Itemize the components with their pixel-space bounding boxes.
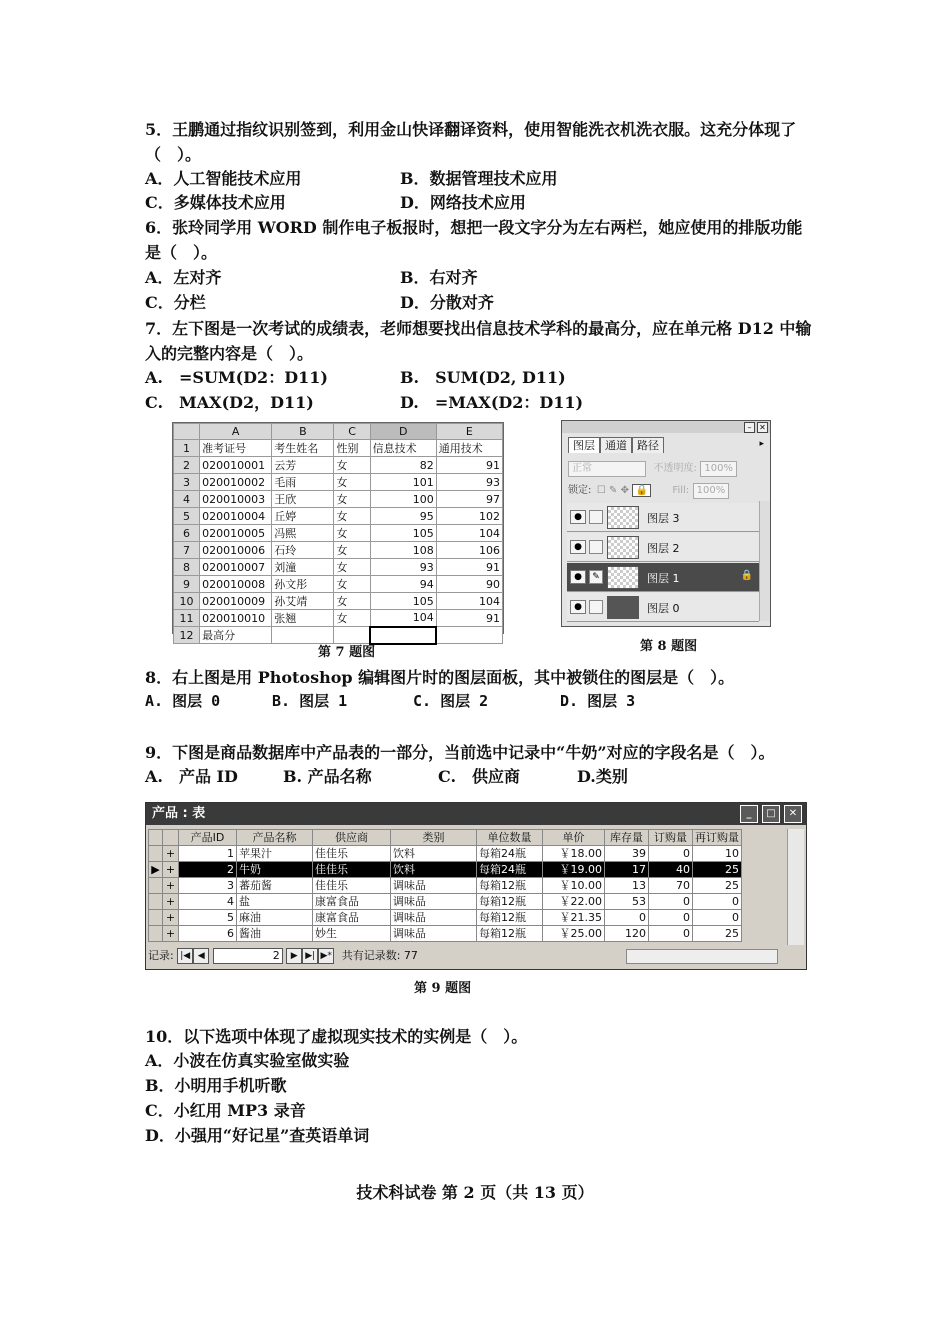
col-header-a[interactable]: A [200, 424, 272, 440]
cell[interactable]: 70 [649, 878, 693, 894]
cell[interactable]: 张翘 [272, 610, 334, 627]
cell[interactable] [436, 627, 502, 644]
q7-option-d: D. =MAX(D2：D11) [400, 393, 584, 412]
q6-option-b: B．右对齐 [400, 268, 478, 287]
layer-thumbnail [607, 536, 639, 559]
panel-tabs [568, 437, 664, 453]
cell[interactable]: 蕃茄酱 [237, 878, 313, 894]
q10-option-b: B．小明用手机听歌 [145, 1076, 287, 1095]
cell[interactable]: 3 [179, 878, 237, 894]
cell[interactable]: 0 [649, 926, 693, 942]
panel-scrollbar[interactable] [759, 501, 770, 621]
cell[interactable]: 106 [436, 542, 502, 559]
link-slot[interactable] [589, 600, 603, 614]
cell[interactable]: 妙生 [313, 926, 391, 942]
question-10-stem: 10．以下选项中体现了虚拟现实技术的实例是（ ）。 [145, 1027, 528, 1046]
cell[interactable]: 每箱12瓶 [477, 926, 543, 942]
cell[interactable]: 25 [693, 878, 742, 894]
field-header[interactable]: 单价 [543, 830, 605, 846]
cell[interactable]: 康富食品 [313, 894, 391, 910]
col-header-d[interactable]: D [370, 424, 436, 440]
q5-option-b: B．数据管理技术应用 [400, 169, 558, 188]
cell[interactable]: 102 [436, 508, 502, 525]
tab-paths[interactable]: 路径 [632, 437, 664, 453]
cell[interactable]: 25 [693, 926, 742, 942]
cell[interactable]: 120 [605, 926, 649, 942]
lock-row [568, 481, 764, 497]
cell[interactable]: 6 [179, 926, 237, 942]
corner-cell[interactable] [174, 424, 200, 440]
cell[interactable]: 女 [334, 491, 370, 508]
cell[interactable]: 101 [370, 474, 436, 491]
page-footer: 技术科试卷 第 2 页（共 13 页） [356, 1183, 594, 1202]
header-cell[interactable]: 准考证号 [200, 440, 272, 457]
select-all-cell[interactable] [149, 830, 163, 846]
cell[interactable]: 女 [334, 610, 370, 627]
prev-record-icon[interactable]: ◀ [193, 948, 209, 964]
cell[interactable]: 91 [436, 457, 502, 474]
cell[interactable]: 5 [179, 910, 237, 926]
cell[interactable]: 佳佳乐 [313, 878, 391, 894]
expand-icon[interactable]: + [163, 926, 179, 942]
layer-name: 图层 0 [647, 602, 680, 615]
eye-icon[interactable]: ● [570, 570, 586, 584]
cell[interactable]: 毛雨 [272, 474, 334, 491]
selected-table-row[interactable] [149, 862, 742, 878]
record-count: 共有记录数: 77 [341, 949, 418, 962]
lock-icon: 🔒 [740, 570, 753, 581]
q9-option-b: B. 产品名称 [283, 767, 372, 786]
cell[interactable]: ￥10.00 [543, 878, 605, 894]
expand-icon[interactable]: + [163, 846, 179, 862]
header-cell[interactable]: 通用技术 [436, 440, 502, 457]
cell[interactable]: 0 [649, 910, 693, 926]
row-number[interactable]: 12 [174, 627, 200, 644]
record-selector[interactable] [149, 894, 163, 910]
table-row[interactable] [149, 926, 742, 942]
expand-header [163, 830, 179, 846]
record-selector[interactable] [149, 926, 163, 942]
cell[interactable]: 0 [693, 894, 742, 910]
q10-option-d: D．小强用“好记星”查英语单词 [145, 1126, 370, 1145]
cell[interactable]: ￥22.00 [543, 894, 605, 910]
cell[interactable]: 020010004 [200, 508, 272, 525]
field-header[interactable]: 库存量 [605, 830, 649, 846]
layer-row-3[interactable] [567, 503, 759, 532]
q5-option-d: D．网络技术应用 [400, 193, 526, 212]
cell[interactable]: 石玲 [272, 542, 334, 559]
row-number[interactable]: 1 [174, 440, 200, 457]
col-header-c[interactable]: C [334, 424, 370, 440]
current-record-field[interactable]: 2 [213, 948, 283, 964]
cell[interactable]: ￥21.35 [543, 910, 605, 926]
expand-icon[interactable]: + [163, 910, 179, 926]
cell[interactable]: 4 [179, 894, 237, 910]
expand-icon[interactable]: + [163, 878, 179, 894]
cell[interactable]: 牛奶 [237, 862, 313, 878]
q9-option-c: C. 供应商 [438, 767, 521, 786]
q6-option-c: C．分栏 [145, 293, 206, 312]
cell[interactable]: 97 [436, 491, 502, 508]
cell[interactable]: 020010007 [200, 559, 272, 576]
header-cell[interactable]: 考生姓名 [272, 440, 334, 457]
record-selector[interactable] [149, 910, 163, 926]
cell[interactable]: 调味品 [391, 878, 477, 894]
question-5-stem: 5．王鹏通过指纹识别签到，利用金山快译翻译资料，使用智能洗衣机洗衣服。这充分体现了（ ）。 [145, 120, 797, 164]
cell[interactable]: 91 [436, 559, 502, 576]
table-row[interactable] [149, 878, 742, 894]
q7-option-b: B. SUM(D2, D11) [400, 368, 566, 387]
brush-icon[interactable]: ✎ [589, 570, 603, 584]
cell[interactable]: 调味品 [391, 910, 477, 926]
cell[interactable]: 39 [605, 846, 649, 862]
cell[interactable]: 每箱12瓶 [477, 894, 543, 910]
datasheet [148, 829, 742, 942]
cell[interactable]: 冯熙 [272, 525, 334, 542]
eye-icon[interactable]: ● [570, 600, 586, 614]
cell[interactable]: 每箱24瓶 [477, 846, 543, 862]
row-number[interactable]: 6 [174, 525, 200, 542]
record-selector[interactable] [149, 878, 163, 894]
q9-option-d: D.类别 [577, 767, 628, 786]
q7-option-a: A. =SUM(D2：D11) [145, 368, 328, 387]
blend-row [568, 459, 764, 475]
link-slot[interactable] [589, 510, 603, 524]
cell[interactable]: 17 [605, 862, 649, 878]
last-record-icon[interactable]: ▶| [302, 948, 318, 964]
cell[interactable]: 盐 [237, 894, 313, 910]
layer-thumbnail [607, 506, 639, 529]
record-label: 记录: [148, 949, 174, 962]
cell[interactable]: 1 [179, 846, 237, 862]
tab-channels[interactable]: 通道 [600, 437, 632, 453]
cell[interactable]: 108 [370, 542, 436, 559]
panel-titlebar [562, 421, 770, 433]
opacity-label: 不透明度: [653, 463, 697, 474]
q8-option-a: A. 图层 0 [145, 692, 221, 710]
window-titlebar [146, 803, 806, 825]
question-7-stem: 7．左下图是一次考试的成绩表，老师想要找出信息技术学科的最高分，应在单元格 D12 中输入的完整内容是（ ）。 [145, 319, 812, 363]
row-number[interactable]: 8 [174, 559, 200, 576]
cell[interactable]: 25 [693, 862, 742, 878]
q6-option-a: A．左对齐 [145, 268, 222, 287]
current-record-arrow-icon[interactable]: ▶ [149, 862, 163, 878]
minimize-icon[interactable]: _ [740, 805, 758, 823]
cell[interactable]: 93 [436, 474, 502, 491]
row-number[interactable]: 11 [174, 610, 200, 627]
eye-icon[interactable]: ● [570, 540, 586, 554]
col-header-b[interactable]: B [272, 424, 334, 440]
cell[interactable]: 020010009 [200, 593, 272, 610]
table-row[interactable] [149, 846, 742, 862]
layer-name: 图层 3 [647, 512, 680, 525]
table-row[interactable] [149, 910, 742, 926]
cell[interactable]: 丘婷 [272, 508, 334, 525]
lock-all-icon[interactable]: 🔒 [632, 484, 650, 497]
excel-grade-sheet [172, 422, 504, 642]
horizontal-scrollbar[interactable] [626, 949, 778, 964]
max-score-label[interactable]: 最高分 [200, 627, 272, 644]
photoshop-layers-panel [561, 420, 771, 627]
lock-options-icon[interactable]: ☐ ✎ ✥ [596, 485, 629, 496]
q10-option-a: A．小波在仿真实验室做实验 [145, 1051, 350, 1070]
layer-row-2[interactable] [567, 533, 759, 562]
field-header[interactable]: 产品名称 [237, 830, 313, 846]
cell[interactable]: 90 [436, 576, 502, 593]
close-icon[interactable]: ✕ [784, 805, 802, 823]
q8-option-c: C. 图层 2 [413, 692, 489, 710]
q10-option-c: C．小红用 MP3 录音 [145, 1101, 306, 1120]
opacity-field[interactable]: 100% [700, 461, 737, 477]
cell[interactable]: 104 [436, 525, 502, 542]
question-9-stem: 9．下图是商品数据库中产品表的一部分，当前选中记录中“牛奶”对应的字段名是（ ）。 [145, 743, 775, 762]
cell[interactable]: 13 [605, 878, 649, 894]
fill-field[interactable]: 100% [693, 483, 730, 499]
cell[interactable]: 105 [370, 525, 436, 542]
cell[interactable]: 020010002 [200, 474, 272, 491]
cell[interactable]: 麻油 [237, 910, 313, 926]
cell[interactable]: 每箱12瓶 [477, 910, 543, 926]
cell[interactable]: 女 [334, 474, 370, 491]
header-cell[interactable]: 性别 [334, 440, 370, 457]
cell[interactable]: 饮料 [391, 862, 477, 878]
cell[interactable]: 10 [693, 846, 742, 862]
blend-mode-select[interactable]: 正常 [568, 461, 646, 477]
cell[interactable]: 每箱24瓶 [477, 862, 543, 878]
cell[interactable]: 104 [370, 610, 436, 627]
field-header[interactable]: 供应商 [313, 830, 391, 846]
cell[interactable]: 104 [436, 593, 502, 610]
cell[interactable]: 020010001 [200, 457, 272, 474]
cell[interactable]: 佳佳乐 [313, 846, 391, 862]
minimize-icon[interactable]: – [744, 422, 755, 433]
cell[interactable]: 40 [649, 862, 693, 878]
cell[interactable]: 女 [334, 457, 370, 474]
layer-thumbnail [607, 596, 639, 619]
layer-row-0[interactable] [567, 593, 759, 622]
col-header-e[interactable]: E [436, 424, 502, 440]
expand-icon[interactable]: + [163, 862, 179, 878]
record-selector[interactable] [149, 846, 163, 862]
vertical-scrollbar[interactable] [787, 829, 804, 945]
panel-menu-icon[interactable]: ▸ [759, 439, 764, 449]
cell[interactable]: 佳佳乐 [313, 862, 391, 878]
new-record-icon[interactable]: ▶* [318, 948, 334, 964]
q8-option-d: D. 图层 3 [560, 692, 636, 710]
cell[interactable]: 女 [334, 542, 370, 559]
cell[interactable]: 孙文彤 [272, 576, 334, 593]
cell[interactable]: 酱油 [237, 926, 313, 942]
row-number[interactable]: 2 [174, 457, 200, 474]
q7-option-c: C. MAX(D2，D11) [145, 393, 314, 412]
row-number[interactable]: 10 [174, 593, 200, 610]
record-navigator [148, 947, 802, 965]
maximize-icon[interactable]: □ [762, 805, 780, 823]
cell[interactable]: 95 [370, 508, 436, 525]
q5-option-a: A．人工智能技术应用 [145, 169, 302, 188]
cell[interactable]: 020010003 [200, 491, 272, 508]
field-header[interactable]: 订购量 [649, 830, 693, 846]
row-number[interactable]: 5 [174, 508, 200, 525]
layer-name: 图层 1 [647, 572, 680, 585]
layer-thumbnail [607, 566, 639, 589]
cell[interactable]: 0 [649, 846, 693, 862]
figure-8-caption: 第 8 题图 [640, 639, 698, 654]
row-number[interactable]: 9 [174, 576, 200, 593]
q9-option-a: A. 产品 ID [145, 767, 238, 786]
window-title: 产品 : 表 [152, 806, 206, 821]
field-header[interactable]: 类别 [391, 830, 477, 846]
cell[interactable]: 女 [334, 508, 370, 525]
cell[interactable]: ￥19.00 [543, 862, 605, 878]
lock-label: 锁定: [568, 485, 592, 496]
cell[interactable]: 020010005 [200, 525, 272, 542]
first-record-icon[interactable]: |◀ [177, 948, 193, 964]
cell[interactable]: ￥18.00 [543, 846, 605, 862]
cell[interactable]: 91 [436, 610, 502, 627]
eye-icon[interactable]: ● [570, 510, 586, 524]
table-row[interactable] [149, 894, 742, 910]
link-slot[interactable] [589, 540, 603, 554]
cell[interactable]: 93 [370, 559, 436, 576]
cell[interactable]: 饮料 [391, 846, 477, 862]
field-header[interactable]: 单位数量 [477, 830, 543, 846]
cell[interactable]: 女 [334, 576, 370, 593]
cell[interactable]: 调味品 [391, 926, 477, 942]
cell[interactable]: 2 [179, 862, 237, 878]
q8-option-b: B. 图层 1 [272, 692, 348, 710]
row-number[interactable]: 7 [174, 542, 200, 559]
field-header[interactable]: 再订购量 [693, 830, 742, 846]
cell[interactable]: 0 [605, 910, 649, 926]
cell[interactable]: 苹果汁 [237, 846, 313, 862]
layer-name: 图层 2 [647, 542, 680, 555]
field-header[interactable]: 产品ID [179, 830, 237, 846]
row-number[interactable]: 3 [174, 474, 200, 491]
cell[interactable]: 020010008 [200, 576, 272, 593]
cell[interactable]: 020010010 [200, 610, 272, 627]
cell[interactable]: ￥25.00 [543, 926, 605, 942]
cell[interactable]: 女 [334, 593, 370, 610]
question-8-stem: 8．右上图是用 Photoshop 编辑图片时的图层面板，其中被锁住的图层是（ ）。 [145, 668, 735, 687]
cell[interactable]: 94 [370, 576, 436, 593]
cell[interactable]: 刘潼 [272, 559, 334, 576]
access-table-window [145, 802, 807, 970]
cell[interactable]: 0 [693, 910, 742, 926]
layer-row-1[interactable] [567, 563, 759, 592]
cell[interactable]: 云芳 [272, 457, 334, 474]
active-cell-d12[interactable] [370, 627, 436, 644]
figure-9-caption: 第 9 题图 [414, 981, 472, 996]
cell[interactable]: 女 [334, 559, 370, 576]
q5-option-c: C．多媒体技术应用 [145, 193, 286, 212]
cell[interactable]: 女 [334, 525, 370, 542]
header-cell[interactable]: 信息技术 [370, 440, 436, 457]
tab-layers[interactable]: 图层 [568, 437, 600, 453]
cell[interactable]: 020010006 [200, 542, 272, 559]
fill-label: Fill: [672, 485, 690, 496]
cell[interactable]: 82 [370, 457, 436, 474]
next-record-icon[interactable]: ▶ [286, 948, 302, 964]
expand-icon[interactable]: + [163, 894, 179, 910]
figure-7-caption: 第 7 题图 [318, 645, 376, 660]
cell[interactable]: 孙艾靖 [272, 593, 334, 610]
cell[interactable]: 王欣 [272, 491, 334, 508]
cell[interactable]: 100 [370, 491, 436, 508]
row-number[interactable]: 4 [174, 491, 200, 508]
cell[interactable]: 调味品 [391, 894, 477, 910]
cell[interactable]: 每箱12瓶 [477, 878, 543, 894]
q6-option-d: D．分散对齐 [400, 293, 494, 312]
question-6-stem: 6．张玲同学用 WORD 制作电子板报时，想把一段文字分为左右两栏，她应使用的排版功能是（ ）。 [145, 218, 803, 262]
cell[interactable]: 康富食品 [313, 910, 391, 926]
cell[interactable]: 0 [649, 894, 693, 910]
cell[interactable]: 53 [605, 894, 649, 910]
close-icon[interactable]: ✕ [757, 422, 768, 433]
cell[interactable]: 105 [370, 593, 436, 610]
